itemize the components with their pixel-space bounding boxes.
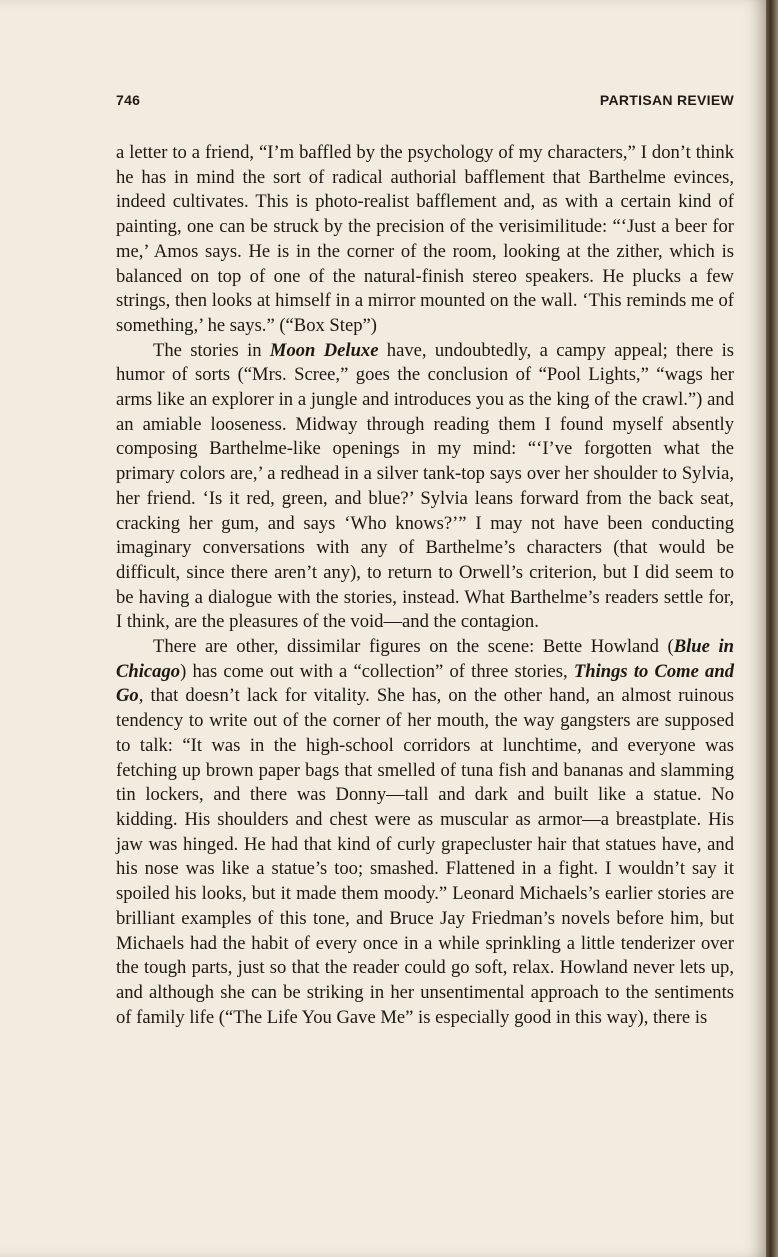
page-edge-shadow	[766, 0, 778, 1257]
paragraph-3-text-c: , that doesn’t lack for vitality. She has, on the other hand, an almost ruinous tendency to write out of the corner of her mouth, the way gangsters are supposed to talk: “It was in the high-school corridors at lunchtime, and everyone was fetching up brown paper bags that smelled of tuna fish and bananas and slamming tin lockers, and there was Donny—tall and dark and built like a statue. No kidding. His shoulders and chest were as muscular as armor—a breastplate. His jaw was hinged. He had that kind of curly grapecluster hair that statues have, and his nose was like a statue’s too; smashed. Flattened in a fight. I wouldn’t say it spoiled his looks, but it made them moody.” Leonard Michaels’s earlier stories are brilliant examples of this tone, and Bruce Jay Friedman’s novels before him, but Michaels had the habit of every once in a while sprinkling a little tenderizer over the tough parts, just so that the reader could go soft, relax. Howland never lets up, and although she can be striking in her unsentimental approach to the sentiments of family life (“The Life You Gave Me” is especially good in this way), there is	[116, 685, 734, 1028]
book-title-moon-deluxe: Moon Deluxe	[269, 339, 379, 361]
paragraph-3-text-b: ) has come out with a “collection” of three stories,	[180, 660, 574, 682]
paragraph-3	[116, 635, 734, 1030]
running-head	[116, 92, 734, 112]
page-number: 746	[116, 92, 141, 108]
book-title-blue-in-chicago: Blue in Chicago	[116, 636, 734, 682]
paragraph-1	[116, 141, 734, 339]
paragraph-3-text-a: There are other, dissimilar figures on the scene: Bette Howland (	[153, 636, 674, 658]
paragraph-2-text-a: The stories in	[153, 339, 270, 361]
paragraph-2-text-b: have, undoubtedly, a campy appeal; there is humor of sorts (“Mrs. Scree,” goes the conclusion of “Pool Lights,” “wags her arms like an explorer in a jungle and introduces you as the king of the crawl.”) and an amiable looseness. Midway through reading them I found myself absently composing Barthelme-like openings in my mind: “‘I’ve forgotten what the primary colors are,’ a redhead in a silver tank-top says over her shoulder to Sylvia, her friend. ‘Is it red, green, and blue?’ Sylvia leans forward from the back seat, cracking her gum, and says ‘Who knows?’” I may not have been conducting imaginary conversations with any of Barthelme’s characters (that would be difficult, since there aren’t any), to return to Orwell’s criterion, but I did seem to be having a dialogue with the stories, instead. What Barthelme’s readers settle for, I think, are the pleasures of the void—and the contagion.	[116, 339, 734, 633]
paragraph-1-text: a letter to a friend, “I’m baffled by the psychology of my characters,” I don’t think he has in mind the sort of radical authorial bafflement that Barthelme evinces, indeed cultivates. This is photo-realist bafflement and, as with a certain kind of painting, one can be struck by the precision of the verisimilitude: “‘Just a beer for me,’ Amos says. He is in the corner of the room, looking at the zither, which is balanced on top of one of the natural-finish stereo speakers. He plucks a few strings, then looks at himself in a mirror mounted on the wall. ‘This reminds me of something,’ he says.” (“Box Step”)	[116, 142, 734, 336]
article-body	[116, 141, 734, 1030]
book-title-things-to-come-and-go: Things to Come and Go	[116, 660, 734, 707]
paragraph-2	[116, 339, 734, 635]
journal-title: PARTISAN REVIEW	[599, 92, 734, 108]
